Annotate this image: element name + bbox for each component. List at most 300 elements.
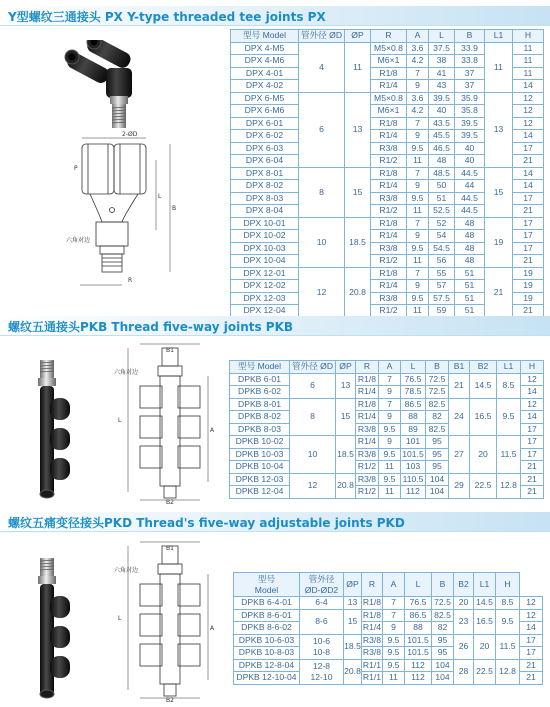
px-label-hex: 六角对边 — [66, 237, 91, 244]
h-cell: 12 — [521, 373, 544, 386]
model-cell: DPKB 6-02 — [230, 386, 290, 399]
l-cell: 59 — [429, 305, 455, 318]
l-cell: 40 — [429, 105, 455, 118]
h-cell: 21 — [513, 255, 544, 268]
a-cell: 9.5 — [383, 659, 405, 672]
b-cell: 104 — [426, 473, 449, 486]
b1-cell: 28 — [454, 659, 474, 684]
l1-cell: 13 — [485, 92, 513, 167]
model-cell: DPKB 10-8-03 — [234, 647, 300, 660]
column-header: 型号 Model — [231, 30, 299, 43]
b-cell: 51 — [455, 280, 485, 293]
b-cell: 95 — [426, 448, 449, 461]
column-header: B — [432, 573, 454, 597]
l-cell: 52 — [429, 217, 455, 230]
p-cell: 18.5 — [344, 634, 362, 659]
r-cell: R1/4 — [362, 622, 382, 633]
h-cell: 17 — [521, 436, 544, 449]
b-cell: 82 — [432, 622, 454, 635]
r-cell: R1/8 — [362, 597, 382, 608]
a-cell: 7 — [407, 117, 429, 130]
h-cell: 17 — [513, 230, 544, 243]
l-cell: 78.5 — [401, 386, 426, 399]
a-cell: 9 — [407, 80, 429, 93]
l-cell: 112 — [401, 486, 426, 499]
r-cell: R1/8 — [356, 373, 379, 386]
p-cell: 20.8 — [336, 473, 356, 498]
r-cell: R1/1 — [362, 659, 382, 670]
px-label-b: B — [172, 205, 177, 212]
b-cell: 82 — [426, 411, 449, 424]
l1-cell: 9.5 — [497, 398, 521, 436]
l-cell: 51 — [429, 192, 455, 205]
column-header: 型号 Model — [230, 361, 290, 374]
model-cell: DPX 8-04 — [231, 205, 299, 218]
h-cell: 21 — [520, 659, 543, 672]
r-cell: R1/4 — [356, 386, 379, 399]
a-cell: 7 — [407, 267, 429, 280]
b1-cell: 27 — [449, 436, 470, 474]
r-cell: R3/8 — [371, 242, 407, 255]
l-cell: 101.5 — [405, 634, 432, 647]
a-cell: 9.5 — [407, 242, 429, 255]
a-cell: 4.2 — [407, 105, 429, 118]
b2-cell: 22.5 — [470, 473, 497, 498]
r-cell: R1/8 — [371, 167, 407, 180]
a-cell: 9 — [407, 130, 429, 143]
l-cell: 48 — [429, 155, 455, 168]
h-cell: 19 — [513, 280, 544, 293]
p-cell: 13 — [344, 597, 362, 610]
table-row — [230, 473, 544, 486]
table-row — [231, 267, 544, 280]
pkd-section-header — [0, 512, 550, 532]
l-cell: 101.5 — [402, 448, 424, 459]
a-cell: 9 — [407, 230, 429, 243]
b1-cell: 21 — [449, 373, 470, 398]
a-cell: 7 — [407, 217, 429, 230]
b-cell: 104 — [426, 486, 449, 499]
od-cell: 10-6 10-8 — [300, 634, 344, 659]
pkd-label-l: L — [118, 615, 122, 622]
p-cell: 18.5 — [345, 217, 371, 267]
b1-cell: 23 — [454, 609, 474, 634]
r-cell: R1/4 — [371, 130, 407, 143]
l-cell: 76.5 — [405, 597, 432, 610]
a-cell: 9.5 — [383, 647, 405, 660]
b-cell: 48 — [455, 242, 485, 255]
b1-cell: 24 — [449, 398, 470, 436]
b-cell: 33.8 — [455, 55, 485, 68]
b2-cell: 22.5 — [474, 659, 496, 684]
l-cell: 56 — [429, 255, 455, 268]
p-cell: 13 — [345, 92, 371, 167]
r-cell: R1/2 — [356, 461, 379, 474]
b-cell: 95 — [432, 647, 454, 660]
r-cell: R1/4 — [356, 411, 379, 424]
od-cell: 6 — [290, 373, 336, 398]
r-cell: R1/4 — [371, 230, 407, 243]
b-cell: 48 — [455, 217, 485, 230]
model-cell: DPX 8-03 — [231, 192, 299, 205]
h-cell: 12 — [513, 105, 544, 118]
h-cell: 12 — [521, 398, 544, 411]
l1-cell: 12.8 — [497, 473, 521, 498]
b-cell: 40 — [455, 142, 485, 155]
a-cell: 7 — [407, 167, 429, 180]
p-cell: 11 — [345, 42, 371, 92]
b-cell: 48 — [455, 255, 485, 268]
r-cell: R1/8 — [356, 398, 379, 411]
h-cell: 14 — [513, 167, 544, 180]
h-cell: 12 — [513, 117, 544, 130]
h-cell: 11 — [513, 55, 544, 68]
h-cell: 21 — [513, 205, 544, 218]
r-cell: R1/8 — [362, 609, 382, 620]
l-cell: 54.5 — [429, 242, 455, 255]
r-cell: R3/8 — [362, 647, 382, 658]
a-cell: 11 — [407, 305, 429, 318]
pkd-technical-drawing — [110, 540, 225, 702]
px-label-d: 2-ØD — [122, 131, 138, 138]
model-cell: DPKB 8-6-02 — [234, 622, 300, 635]
a-cell: 9.5 — [407, 292, 429, 305]
pkb-label-b2: B2 — [166, 499, 174, 504]
a-cell: 11 — [407, 255, 429, 268]
b-cell: 104 — [432, 659, 454, 672]
px-label-p: P — [74, 165, 78, 172]
l-cell: 41 — [429, 67, 455, 80]
l1-cell: 8.5 — [496, 597, 520, 610]
l-cell: 50 — [429, 180, 455, 193]
r-cell: R3/8 — [371, 292, 407, 305]
column-header: L1 — [485, 30, 513, 43]
h-cell: 11 — [513, 42, 544, 55]
table-row — [230, 373, 544, 386]
column-header: ØP — [345, 30, 371, 43]
l-cell: 88 — [401, 411, 426, 424]
column-header: 管外径 ØD — [290, 361, 336, 374]
b-cell: 51 — [455, 305, 485, 318]
l-cell: 89 — [401, 423, 426, 436]
column-header: H — [521, 361, 544, 374]
od-cell: 8-6 — [300, 609, 344, 634]
model-cell: DPKB 10-6-03 — [234, 634, 300, 647]
r-cell: R3/8 — [362, 634, 382, 645]
column-header: B — [426, 361, 449, 374]
b-cell: 40 — [455, 155, 485, 168]
column-header: 管外径 ØD-ØD2 — [300, 573, 344, 597]
r-cell: M6×1 — [371, 55, 407, 68]
pkd-label-b1: B1 — [166, 545, 174, 552]
px-label-l: L — [158, 193, 162, 200]
px-technical-drawing — [60, 130, 230, 300]
column-header: H — [513, 30, 544, 43]
l-cell: 48.5 — [429, 167, 455, 180]
r-cell: R1/4 — [371, 280, 407, 293]
px-label-r: R — [128, 277, 133, 284]
b-cell: 48 — [455, 230, 485, 243]
model-cell: DPKB 12-10-04 — [234, 672, 300, 685]
r-cell: M6×1 — [371, 105, 407, 118]
b2-cell: 20 — [474, 634, 496, 659]
l-cell: 55 — [429, 267, 455, 280]
l-cell: 52.5 — [429, 205, 455, 218]
b-cell: 72.5 — [426, 386, 449, 399]
p-cell: 20.8 — [345, 267, 371, 317]
h-cell: 14 — [520, 622, 543, 635]
a-cell: 7 — [379, 373, 401, 386]
h-cell: 21 — [513, 305, 544, 318]
od-cell: 12-8 12-10 — [300, 659, 344, 684]
model-cell: DPX 10-01 — [231, 217, 299, 230]
model-cell: DPX 8-01 — [231, 167, 299, 180]
l-cell: 101 — [401, 436, 426, 449]
model-cell: DPX 6-M6 — [231, 105, 299, 118]
h-cell: 17 — [513, 142, 544, 155]
h-cell: 17 — [513, 217, 544, 230]
b-cell: 44.5 — [455, 192, 485, 205]
pkb-spec-table — [229, 360, 544, 499]
column-header: B2 — [454, 573, 474, 597]
r-cell: R1/2 — [371, 305, 407, 318]
l1-cell: 11 — [485, 42, 513, 92]
table-row — [231, 217, 544, 230]
h-cell: 14 — [521, 411, 544, 424]
h-cell: 12 — [520, 597, 543, 610]
table-row — [234, 634, 543, 647]
a-cell: 3.6 — [407, 92, 429, 105]
l-cell: 39.5 — [429, 92, 455, 105]
l1-cell: 19 — [485, 217, 513, 267]
h-cell: 14 — [513, 180, 544, 193]
pkd-section-title: 螺纹五痛变径接头PKD Thread's five-way adjustable joints PKD — [8, 516, 405, 530]
h-cell: 21 — [521, 486, 544, 499]
pkb-label-hex: 六角对边 — [114, 369, 139, 376]
l-cell: 43 — [429, 80, 455, 93]
b-cell: 37 — [455, 80, 485, 93]
column-header: R — [362, 573, 383, 597]
table-row — [230, 436, 544, 449]
h-cell: 12 — [513, 92, 544, 105]
model-cell: DPX 12-03 — [231, 292, 299, 305]
model-cell: DPKB 8-6-01 — [234, 609, 300, 622]
p-cell: 18.5 — [336, 436, 356, 474]
column-header: B2 — [470, 361, 497, 374]
r-cell: M5×0.8 — [371, 92, 407, 105]
r-cell: R1/4 — [371, 180, 407, 193]
l-cell: 43.5 — [429, 117, 455, 130]
r-cell: R1/2 — [371, 255, 407, 268]
l-cell: 88 — [405, 622, 432, 635]
column-header: B — [455, 30, 485, 43]
a-cell: 7 — [383, 609, 405, 622]
r-cell: R1/8 — [371, 117, 407, 130]
model-cell: DPX 12-01 — [231, 267, 299, 280]
l-cell: 37.5 — [429, 42, 455, 55]
b-cell: 39.5 — [455, 130, 485, 143]
table-header-row — [234, 573, 543, 597]
table-row — [231, 92, 544, 105]
b2-cell: 14.5 — [474, 597, 496, 610]
column-header: H — [496, 573, 520, 597]
p-cell: 15 — [345, 167, 371, 217]
model-cell: DPKB 10-02 — [230, 436, 290, 449]
h-cell: 21 — [521, 461, 544, 474]
r-cell: M5×0.8 — [371, 42, 407, 55]
h-cell: 14 — [513, 80, 544, 93]
pkb-label-l: L — [118, 417, 122, 424]
model-cell: DPX 10-02 — [231, 230, 299, 243]
table-header-row — [231, 30, 544, 43]
od-cell: 4 — [299, 42, 345, 92]
p-cell: 13 — [336, 373, 356, 398]
pkb-technical-drawing — [110, 342, 225, 504]
model-cell: DPKB 8-03 — [230, 423, 290, 436]
od-cell: 8 — [299, 167, 345, 217]
l-cell: 45.5 — [429, 130, 455, 143]
b2-cell: 16.5 — [474, 609, 496, 634]
pkb-section-title: 螺纹五通接头PKB Thread five-way joints PKB — [8, 320, 294, 334]
h-cell: 17 — [520, 647, 543, 660]
h-cell: 17 — [520, 634, 543, 647]
a-cell: 9.5 — [379, 423, 401, 436]
a-cell: 9.5 — [407, 142, 429, 155]
model-cell: DPX 12-04 — [231, 305, 299, 318]
pkd-label-b2: B2 — [166, 697, 174, 702]
model-cell: DPX 10-04 — [231, 255, 299, 268]
model-cell: DPKB 12-04 — [230, 486, 290, 499]
model-cell: DPKB 12-03 — [230, 473, 290, 486]
model-cell: DPX 4-M5 — [231, 42, 299, 55]
a-cell: 9.5 — [407, 192, 429, 205]
model-cell: DPX 10-03 — [231, 242, 299, 255]
header-underline — [0, 25, 550, 26]
header-underline — [0, 531, 550, 532]
model-cell: DPX 6-02 — [231, 130, 299, 143]
b1-cell: 26 — [454, 634, 474, 659]
a-cell: 7 — [407, 67, 429, 80]
b-cell: 51 — [455, 292, 485, 305]
od-cell: 8 — [290, 398, 336, 436]
column-header: R — [356, 361, 379, 374]
p-cell: 20.8 — [344, 659, 362, 684]
h-cell: 11 — [513, 67, 544, 80]
l-cell: 112 — [405, 659, 432, 672]
a-cell: 7 — [383, 597, 405, 610]
table-row — [230, 398, 544, 411]
column-header: R — [371, 30, 407, 43]
l-cell: 112 — [405, 672, 432, 685]
table-row — [231, 42, 544, 55]
l-cell: 57 — [429, 280, 455, 293]
b-cell: 39.5 — [455, 117, 485, 130]
b-cell: 33.9 — [455, 42, 485, 55]
l1-cell: 21 — [485, 267, 513, 317]
r-cell: R1/2 — [371, 155, 407, 168]
r-cell: R1/2 — [356, 486, 379, 499]
h-cell: 21 — [520, 672, 543, 685]
l-cell: 38 — [429, 55, 455, 68]
l-cell: 57.5 — [429, 292, 455, 305]
r-cell: R1/1 — [362, 672, 382, 683]
r-cell: R3/8 — [356, 423, 379, 436]
a-cell: 11 — [379, 461, 401, 474]
pkd-label-a: A — [210, 625, 215, 632]
l1-cell: 9.5 — [496, 609, 520, 634]
a-cell: 11 — [383, 672, 405, 685]
p-cell: 15 — [344, 609, 362, 634]
od-cell: 12 — [299, 267, 345, 317]
pkb-product-photo — [28, 358, 78, 500]
b2-cell: 16.5 — [470, 398, 497, 436]
h-cell: 17 — [513, 242, 544, 255]
px-product-photo — [58, 40, 168, 135]
column-header: L — [405, 573, 432, 597]
model-cell: DPX 4-M6 — [231, 55, 299, 68]
l1-cell: 11.5 — [497, 436, 521, 474]
od-cell: 10 — [299, 217, 345, 267]
h-cell: 21 — [521, 473, 544, 486]
l1-cell: 12.8 — [496, 659, 520, 684]
b-cell: 82.5 — [426, 423, 449, 436]
h-cell: 21 — [513, 155, 544, 168]
column-header: ØP — [344, 573, 362, 597]
b-cell: 44 — [455, 180, 485, 193]
b-cell: 82.5 — [426, 398, 449, 411]
a-cell: 11 — [379, 486, 401, 499]
model-cell: DPX 12-02 — [231, 280, 299, 293]
a-cell: 7 — [379, 398, 401, 411]
a-cell: 9.5 — [379, 473, 401, 486]
b-cell: 37 — [455, 67, 485, 80]
a-cell: 3.6 — [407, 42, 429, 55]
header-underline — [0, 335, 550, 336]
column-header: L1 — [497, 361, 521, 374]
column-header: L — [401, 361, 426, 374]
model-cell: DPKB 6-01 — [230, 373, 290, 386]
column-header: A — [383, 573, 405, 597]
a-cell: 9.5 — [383, 634, 405, 647]
a-cell: 9 — [379, 436, 401, 449]
model-cell: DPKB 6-4-01 — [234, 597, 300, 610]
column-header: ØP — [336, 361, 356, 374]
h-cell: 14 — [521, 386, 544, 399]
od-cell: 6-4 — [300, 597, 344, 610]
r-cell: R1/8 — [371, 267, 407, 280]
l-cell: 54 — [429, 230, 455, 243]
a-cell: 11 — [407, 205, 429, 218]
model-cell: DPX 4-01 — [231, 67, 299, 80]
model-cell: DPKB 10-04 — [230, 461, 290, 474]
pkb-section-header — [0, 316, 550, 336]
a-cell: 9.5 — [379, 448, 401, 461]
od-cell: 12 — [290, 473, 336, 498]
px-spec-table — [230, 29, 544, 318]
l1-cell: 11.5 — [496, 634, 520, 659]
b-cell: 44.5 — [455, 167, 485, 180]
b-cell: 95 — [432, 634, 454, 647]
pkd-spec-table — [233, 572, 543, 685]
l1-cell: 8.5 — [497, 373, 521, 398]
b-cell: 51 — [455, 267, 485, 280]
b-cell: 44.5 — [455, 205, 485, 218]
h-cell: 14 — [513, 130, 544, 143]
model-cell: DPX 6-M5 — [231, 92, 299, 105]
l-cell: 101.5 — [405, 647, 432, 660]
a-cell: 9 — [383, 622, 405, 635]
b-cell: 95 — [426, 436, 449, 449]
